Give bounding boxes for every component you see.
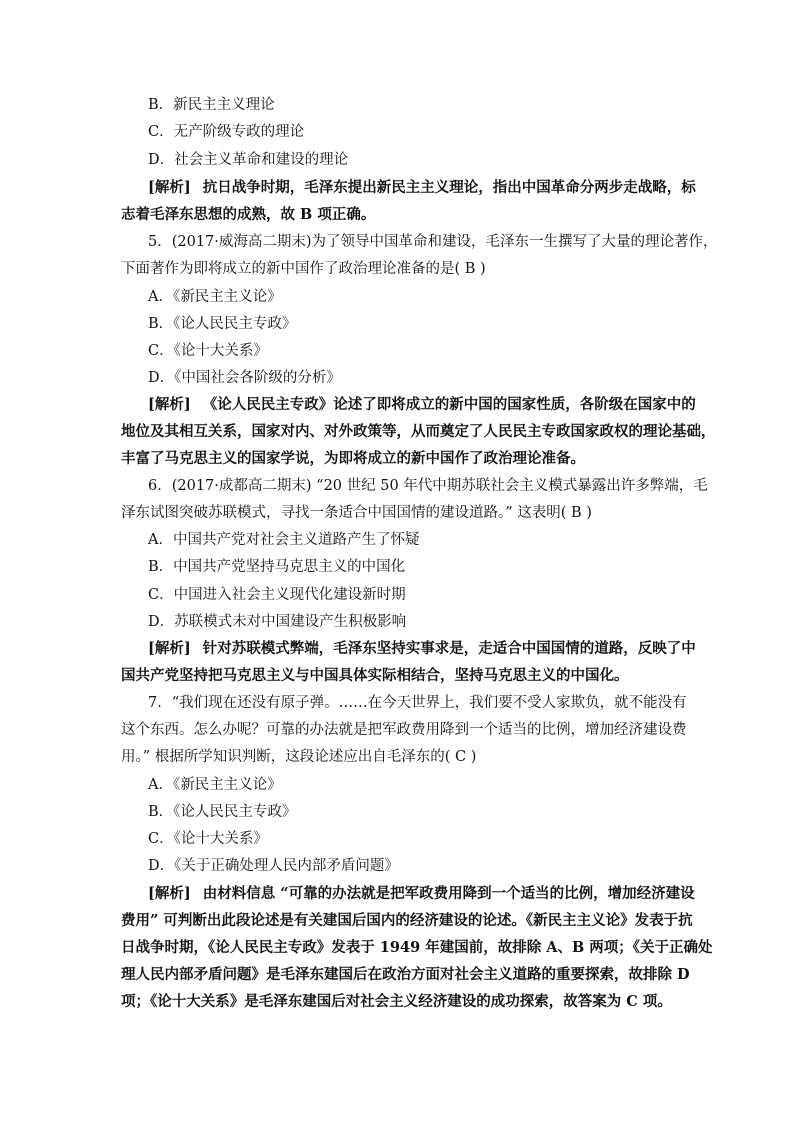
q5-analysis-line-3: 丰富了马克思主义的国家学说，为即将成立的新中国作了政治理论准备。 — [121, 450, 585, 467]
q7-analysis-text-1: 由材料信息 “可靠的办法就是把军政费用降到一个适当的比例，增加经济建设 — [202, 885, 695, 902]
q7-stem-line-2: 这个东西。怎么办呢？可靠的办法就是把军政费用降到一个适当的比例，增加经济建设费 — [121, 722, 687, 738]
q4-analysis-line-2: 志着毛泽东思想的成熟，故 B 项正确。 — [121, 206, 376, 223]
q5-option-d: D．《中国社会各阶级的分析》 — [148, 370, 341, 386]
q6-stem-line-2: 泽东试图突破苏联模式，寻找一条适合中国国情的建设道路。” 这表明( B ) — [121, 505, 592, 521]
q6-option-c: C．中国进入社会主义现代化建设新时期 — [148, 587, 406, 603]
q7-stem-line-1: 7．“我们现在还没有原子弹。……在今天世界上，我们要不受人家欺负，就不能没有 — [148, 695, 687, 711]
q6-analysis-line-1 — [148, 639, 696, 659]
q4-option-d: D．社会主义革命和建设的理论 — [148, 152, 349, 168]
q5-option-b: B．《论人民民主专政》 — [148, 316, 297, 332]
q5-stem-line-2: 下面著作为即将成立的新中国作了政治理论准备的是( B ) — [121, 261, 486, 277]
q5-analysis-line-2: 地位及其相互关系，国家对内、对外政策等，从而奠定了人民民主专政国家政权的理论基础， — [121, 423, 716, 440]
q4-analysis-line-1 — [148, 178, 696, 198]
analysis-tag: [解析] — [148, 885, 191, 902]
q5-stem-line-1: 5．(2017·威海高二期末)为了领导中国革命和建设，毛泽东一生撰写了大量的理论著作， — [148, 234, 718, 250]
q4-analysis-text-1: 抗日战争时期，毛泽东提出新民主主义理论，指出中国革命分两步走战略，标 — [202, 179, 696, 196]
q5-analysis-line-1 — [148, 395, 696, 415]
q6-analysis-text-1: 针对苏联模式弊端，毛泽东坚持实事求是，走适合中国国情的道路，反映了中 — [202, 640, 696, 657]
q5-analysis-text-1: 《论人民民主专政》论述了即将成立的新中国的国家性质，各阶级在国家中的 — [202, 396, 696, 413]
q6-option-b: B．中国共产党坚持马克思主义的中国化 — [148, 559, 406, 575]
q7-analysis-line-4: 理人民内部矛盾问题》是毛泽东建国后在政治方面对社会主义道路的重要探索，故排除 D — [121, 966, 690, 983]
analysis-tag: [解析] — [148, 396, 191, 413]
q7-analysis-line-3: 日战争时期，《论人民民主专政》发表于 1949 年建国前，故排除 A、B 两项；《关于正确处 — [121, 939, 713, 956]
q6-option-a: A．中国共产党对社会主义道路产生了怀疑 — [148, 532, 420, 548]
q7-analysis-line-5: 项；《论十大关系》是毛泽东建国后对社会主义经济建设的成功探索，故答案为 C 项。 — [121, 993, 672, 1010]
analysis-tag: [解析] — [148, 179, 191, 196]
q5-option-c: C．《论十大关系》 — [148, 343, 268, 359]
analysis-tag: [解析] — [148, 640, 191, 657]
q7-analysis-line-1 — [148, 884, 695, 904]
q5-option-a: A．《新民主主义论》 — [148, 289, 282, 305]
q7-analysis-line-2: 费用” 可判断出此段论述是有关建国后国内的经济建设的论述。《新民主主义论》发表于抗 — [121, 912, 693, 929]
q4-option-c: C．无产阶级专政的理论 — [148, 124, 305, 140]
q6-option-d: D．苏联模式未对中国建设产生积极影响 — [148, 614, 407, 630]
q4-option-b: B．新民主主义理论 — [148, 97, 275, 113]
q7-option-c: C．《论十大关系》 — [148, 831, 268, 847]
q7-option-d: D．《关于正确处理人民内部矛盾问题》 — [148, 858, 399, 874]
q6-analysis-line-2: 国共产党坚持把马克思主义与中国具体实际相结合，坚持马克思主义的中国化。 — [121, 667, 629, 684]
q7-option-b: B．《论人民民主专政》 — [148, 804, 297, 820]
q7-stem-line-3: 用。” 根据所学知识判断，这段论述应出自毛泽东的( C ) — [121, 749, 477, 765]
q6-stem-line-1: 6．(2017·成都高二期末) “20 世纪 50 年代中期苏联社会主义模式暴露出许多弊端，毛 — [148, 478, 708, 494]
q7-option-a: A．《新民主主义论》 — [148, 777, 282, 793]
